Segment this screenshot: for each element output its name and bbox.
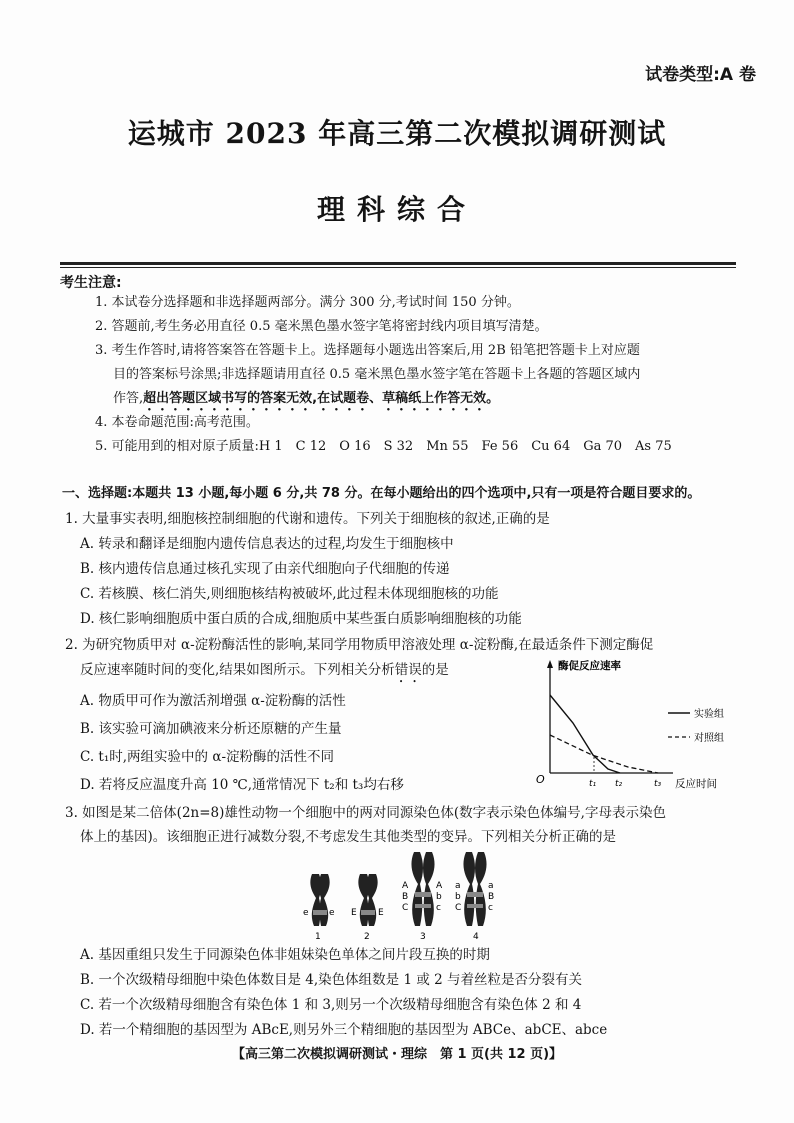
- q2-option-c: C. t₁时,两组实验中的 α-淀粉酶的活性不同: [80, 749, 335, 765]
- q1-stem: 1. 大量事实表明,细胞核控制细胞的代谢和遗传。下列关于细胞核的叙述,正确的是: [65, 511, 550, 527]
- q1-option-d: D. 核仁影响细胞质中蛋白质的合成,细胞质中某些蛋白质影响细胞核的功能: [80, 611, 522, 627]
- chrom4-gene-left-2: b: [455, 892, 461, 902]
- chrom3-gene-left-2: B: [402, 892, 409, 902]
- exam-title: 运城市 2023 年高三第二次模拟调研测试: [127, 117, 667, 150]
- chrom3-gene-left-3: C: [402, 903, 409, 913]
- q3-option-b: B. 一个次级精母细胞中染色体数目是 4,染色体组数是 1 或 2 与着丝粒是否分裂有关: [80, 972, 583, 988]
- notice-item-3c-plain: 作答,: [113, 391, 144, 406]
- q3-stem-b: 体上的基因)。该细胞正进行减数分裂,不考虑发生其他类型的变异。下列相关分析正确的是: [80, 829, 617, 845]
- q2-option-a: A. 物质甲可作为激活剂增强 α-淀粉酶的活性: [80, 693, 346, 709]
- header-rule: [60, 262, 736, 265]
- exam-subtitle: 理科综合: [316, 193, 477, 226]
- q1-option-b: B. 核内遗传信息通过核孔实现了由亲代细胞向子代细胞的传递: [80, 561, 450, 577]
- q3-option-c: C. 若一个次级精母细胞含有染色体 1 和 3,则另一个次级精母细胞含有染色体 2 和 4: [80, 997, 582, 1013]
- notice-item-3a: 3. 考生作答时,请将答案答在答题卡上。选择题每小题选出答案后,用 2B 铅笔把答题卡上对应题: [95, 343, 640, 358]
- q2-stem-b-plain: 反应速率随时间的变化,结果如图所示。下列相关分析: [80, 662, 395, 678]
- chrom2-number: 2: [364, 932, 370, 940]
- notice-heading: 考生注意:: [60, 275, 122, 291]
- q3-option-a: A. 基因重组只发生于同源染色体非姐妹染色单体之间片段互换的时期: [80, 947, 490, 963]
- q2-stem-b-emphasis: 错误: [394, 662, 422, 678]
- graph-t2-label: t₂: [615, 779, 623, 789]
- q1-option-a: A. 转录和翻译是细胞内遗传信息表达的过程,均发生于细胞核中: [80, 536, 454, 552]
- chrom4-number: 4: [473, 932, 479, 940]
- graph-y-label: 酶促反应速率: [558, 660, 621, 672]
- notice-item-4: 4. 本卷命题范围:高考范围。: [95, 415, 259, 430]
- q3-stem-a: 3. 如图是某二倍体(2n=8)雄性动物一个细胞中的两对同源染色体(数字表示染色体编号,字母表示染色: [65, 805, 666, 821]
- graph-t1-label: t₁: [589, 779, 597, 789]
- chromosome-figure: [298, 848, 508, 940]
- graph-t3-label: t₃: [654, 779, 662, 789]
- q2-stem-b-end: 的是: [421, 662, 449, 678]
- chrom4-gene-left-3: C: [455, 903, 462, 913]
- legend-exp-label: 实验组: [694, 709, 724, 720]
- chromosome-1: [303, 874, 335, 940]
- chrom3-gene-left-1: A: [402, 881, 409, 891]
- graph-origin-label: O: [536, 773, 545, 786]
- graph-y-arrow: [547, 660, 553, 668]
- legend-ctrl-label: 对照组: [694, 733, 724, 744]
- paper-type-label: 试卷类型:A 卷: [645, 65, 756, 85]
- chromosome-2: [351, 874, 384, 940]
- enzyme-rate-graph: [528, 655, 738, 795]
- chrom3-gene-right-1: A: [436, 881, 443, 891]
- q2-option-d: D. 若将反应温度升高 10 ℃,通常情况下 t₂和 t₃均右移: [80, 777, 404, 793]
- notice-item-5: 5. 可能用到的相对原子质量:H 1 C 12 O 16 S 32 Mn 55 Fe 56 Cu 64 Ga 70 As 75: [95, 439, 672, 454]
- page-footer: 【高三第二次模拟调研测试・理综 第 1 页(共 12 页)】: [231, 1047, 563, 1062]
- chrom3-number: 3: [420, 932, 426, 940]
- notice-item-3c: [113, 387, 735, 414]
- header-rule-thin: [60, 267, 736, 268]
- chrom4-gene-right-1: a: [488, 881, 494, 891]
- chrom2-gene-right: E: [378, 908, 384, 918]
- chrom2-gene-left: E: [351, 908, 357, 918]
- q2-stem-b: [80, 658, 530, 686]
- q1-option-c: C. 若核膜、核仁消失,则细胞核结构被破坏,此过程未体现细胞核的功能: [80, 586, 499, 602]
- section-heading: 一、选择题:本题共 13 小题,每小题 6 分,共 78 分。在每小题给出的四个选项中,只有一项是符合题目要求的。: [62, 486, 701, 501]
- chrom1-gene-left: e: [303, 908, 309, 918]
- notice-item-1: 1. 本试卷分选择题和非选择题两部分。满分 300 分,考试时间 150 分钟。: [95, 295, 520, 310]
- graph-x-label: 反应时间: [675, 778, 717, 790]
- chromosome-4: [455, 852, 494, 940]
- chromosome-3: [402, 852, 443, 940]
- notice-item-3c-emphasis: 超出答题区域书写的答案无效,在试题卷、草稿纸上作答无效。: [143, 391, 500, 406]
- notice-item-3b: 目的答案标号涂黑;非选择题请用直径 0.5 毫米黑色墨水签字笔在答题卡上各题的答题区域内: [113, 367, 641, 382]
- chrom3-gene-right-3: c: [436, 903, 441, 913]
- chrom1-gene-right: e: [329, 908, 335, 918]
- chrom4-gene-right-2: B: [488, 892, 495, 902]
- notice-item-2: 2. 答题前,考生务必用直径 0.5 毫米黑色墨水签字笔将密封线内项目填写清楚。: [95, 319, 548, 334]
- q3-option-d: D. 若一个精细胞的基因型为 ABcE,则另外三个精细胞的基因型为 ABCe、abCE、abce: [80, 1022, 608, 1038]
- q2-stem-a: 2. 为研究物质甲对 α-淀粉酶活性的影响,某同学用物质甲溶液处理 α-淀粉酶,在最适条件下测定酶促: [65, 637, 654, 653]
- q2-option-b: B. 该实验可滴加碘液来分析还原糖的产生量: [80, 721, 342, 737]
- chrom1-number: 1: [315, 932, 321, 940]
- chrom4-gene-right-3: c: [488, 903, 493, 913]
- chrom4-gene-left-1: a: [455, 881, 461, 891]
- chrom3-gene-right-2: b: [436, 892, 442, 902]
- graph-control-curve: [550, 735, 658, 773]
